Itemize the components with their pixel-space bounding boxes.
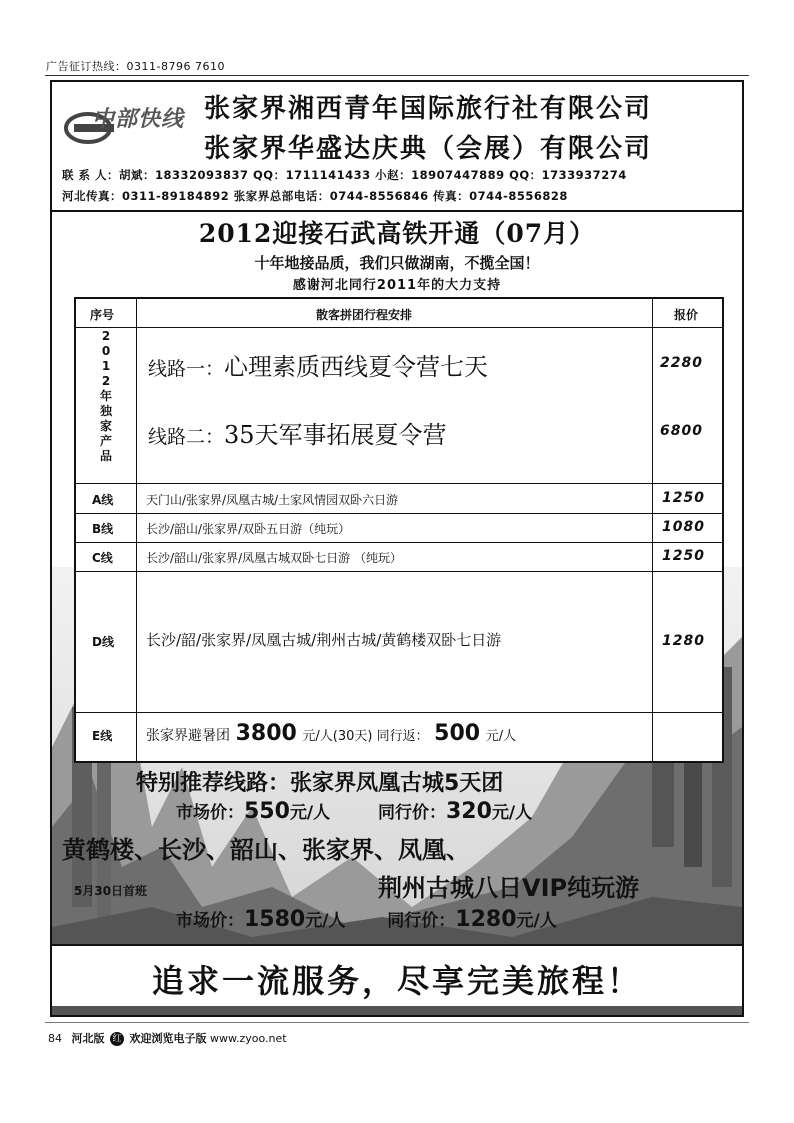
ad-hotline: 广告征订热线：0311-8796 7610 [46, 60, 225, 73]
line-c-desc: 长沙/韶山/张家界/凤凰古城双卧七日游 （纯玩） [146, 551, 402, 565]
col-header-no: 序号 [90, 308, 115, 322]
first-departure-badge: 5月30日首班 [74, 884, 148, 898]
company-name-2: 张家界华盛达庆典（会展）有限公司 [204, 134, 653, 164]
line-d-id: D线 [92, 635, 114, 649]
line-a-desc: 天门山/张家界/凤凰古城/土家风情园双卧六日游 [146, 493, 399, 507]
line-a-id: A线 [92, 493, 114, 507]
line-b-id: B线 [92, 522, 114, 536]
line-d-desc: 长沙/韶/张家界/凤凰古城/荆州古城/黄鹤楼双卧七日游 [146, 631, 502, 649]
subtitle-quality: 十年地接品质，我们只做湖南，不揽全国！ [254, 254, 540, 272]
exclusive-route-2: 线路二：35天军事拓展夏令营 [148, 421, 447, 449]
line-b-price: 1080 [662, 519, 705, 535]
contact-info: 联 系 人：胡斌：18332093837 QQ：1711141433 小赵：18907447889 QQ：1733937274 [62, 168, 627, 182]
line-e-id: E线 [92, 729, 113, 743]
promo-price-row-2: 市场价：1580元/人 同行价：1280元/人 [176, 907, 557, 932]
red-badge-icon: 红 [110, 1032, 124, 1046]
itinerary-table [74, 297, 724, 763]
line-d-price: 1280 [662, 633, 705, 649]
line-c-price: 1250 [662, 548, 705, 564]
exclusive-product-label: 2 0 1 2 年 独 家 产 品 [99, 329, 112, 463]
line-c-id: C线 [92, 551, 113, 565]
col-header-itinerary: 散客拼团行程安排 [316, 308, 413, 322]
page-footer [48, 1030, 287, 1046]
top-divider [45, 75, 749, 76]
line-a-price: 1250 [662, 490, 705, 506]
slogan-banner [52, 944, 742, 1006]
exclusive-route-1-price: 2280 [660, 355, 703, 371]
slogan-text: 追求一流服务，尽享完美旅程！ [151, 962, 642, 1000]
footer-url[interactable]: www.zyoo.net [210, 1032, 287, 1045]
col-header-price: 报价 [674, 308, 699, 322]
footer-text: 欢迎浏览电子版 [129, 1032, 207, 1045]
line-b-desc: 长沙/韶山/张家界/双卧五日游（纯玩） [146, 522, 351, 536]
promo-headline: 特别推荐线路：张家界凤凰古城5天团 [136, 771, 504, 796]
fax-phone-info: 河北传真：0311-89184892 张家界总部电话：0744-8556846 传真：0744-8556828 [62, 189, 568, 203]
page-number: 84 [48, 1032, 62, 1045]
company-header [52, 82, 742, 212]
subtitle-thanks: 感谢河北同行2011年的大力支持 [292, 278, 502, 293]
company-name-1: 张家界湘西青年国际旅行社有限公司 [204, 94, 653, 124]
main-title: 2012迎接石武高铁开通（07月） [198, 219, 596, 248]
exclusive-route-1: 线路一：心理素质西线夏令营七天 [148, 353, 489, 381]
edition-label: 河北版 [71, 1032, 105, 1045]
promo-route-2-line-1: 黄鹤楼、长沙、韶山、张家界、凤凰、 [62, 836, 470, 864]
promo-price-row-1: 市场价：550元/人 同行价：320元/人 [176, 799, 533, 824]
footer-divider [45, 1022, 749, 1023]
promo-route-2-line-2: 荆州古城八日VIP纯玩游 [378, 874, 640, 902]
line-e-desc: 张家界避暑团 3800 元/人(30天) 同行返： 500 元/人 [146, 721, 517, 746]
logo-text: 中部快线 [92, 107, 185, 132]
ad-frame [50, 80, 744, 1017]
exclusive-route-2-price: 6800 [660, 423, 703, 439]
